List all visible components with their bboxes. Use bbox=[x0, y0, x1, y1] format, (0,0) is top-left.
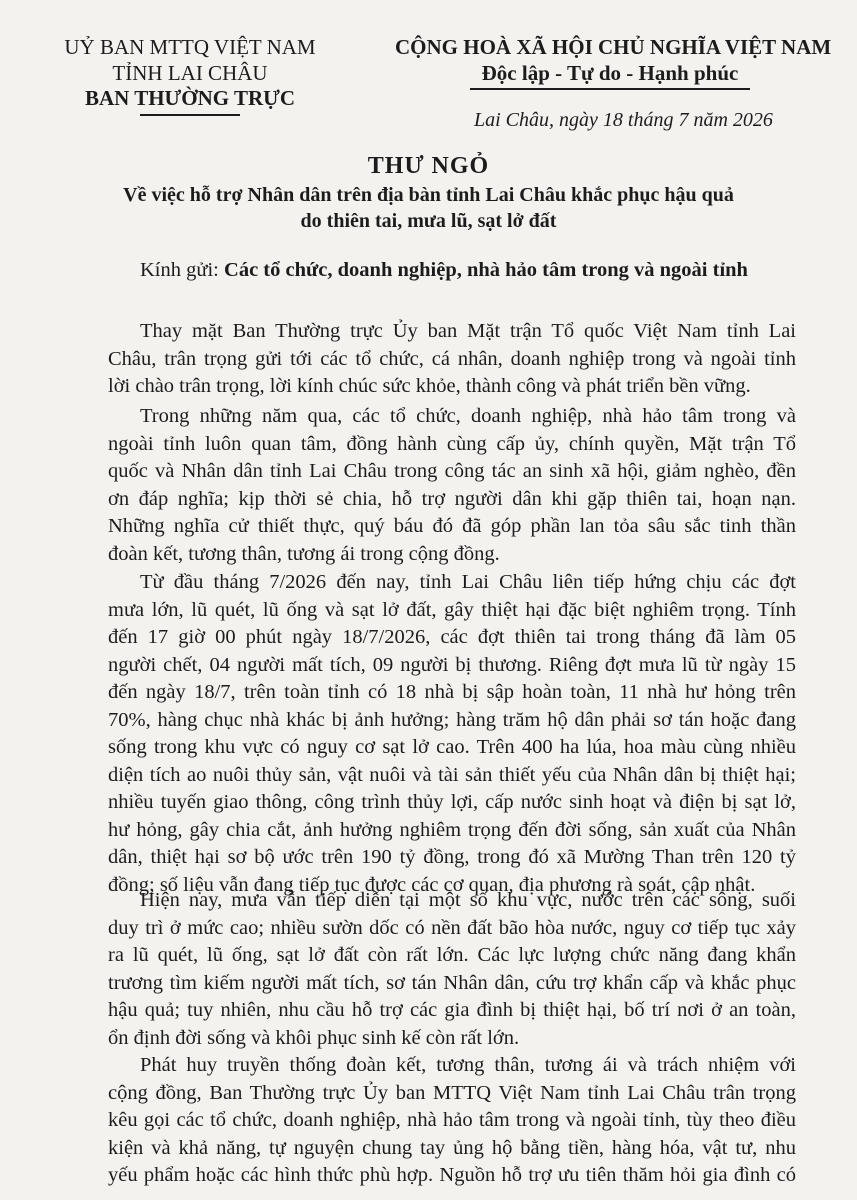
national-motto-line2: Độc lập - Tự do - Hạnh phúc bbox=[481, 61, 739, 85]
paragraph-line: yếu phẩm hoặc các hình thức phù hợp. Nguồn hỗ trợ ưu tiên thăm hỏi gia đình có bbox=[108, 1164, 796, 1186]
letter-date: Lai Châu, ngày 18 tháng 7 năm 2026 bbox=[474, 109, 773, 131]
paragraph-line: ngoài tỉnh luôn quan tâm, đồng hành cùng cấp ủy, chính quyền, Mặt trận Tổ bbox=[108, 432, 796, 455]
paragraph-line: 70%, hàng chục nhà khác bị ảnh hưởng; hàng trăm hộ dân phải sơ tán hoặc đang bbox=[108, 708, 796, 731]
org-name-line3: BAN THƯỜNG TRỰC bbox=[84, 86, 296, 110]
paragraph-line: kêu gọi các tổ chức, doanh nghiệp, nhà hảo tâm trong và ngoài tỉnh, tùy theo điều bbox=[108, 1109, 796, 1131]
paragraph-line: ơn đáp nghĩa; kịp thời sẻ chia, hỗ trợ người dân khi gặp thiên tai, hoạn nạn. bbox=[108, 487, 796, 510]
paragraph-line: hậu quả; tuy nhiên, nhu cầu hỗ trợ các gia đình bị thiệt hại, bố trí nơi ở an toàn, bbox=[108, 999, 796, 1021]
paragraph-line: duy trì ở mức cao; nhiều sườn dốc có nền đất bão hòa nước, nguy cơ tiếp tục xảy bbox=[108, 916, 796, 939]
salutation bbox=[140, 259, 748, 282]
salutation-prefix: Kính gửi: bbox=[140, 259, 225, 281]
paragraph-line: đến 17 giờ 00 phút ngày 18/7/2026, các đợt thiên tai trong tháng đã làm 05 bbox=[108, 626, 796, 648]
paragraph-4 bbox=[108, 887, 796, 1052]
paragraph-line: đồng; số liệu vẫn đang tiếp tục được các cơ quan, địa phương rà soát, cập nhật. bbox=[108, 873, 756, 896]
letter-subtitle-line1: Về việc hỗ trợ Nhân dân trên địa bàn tỉnh Lai Châu khắc phục hậu quả bbox=[123, 184, 734, 206]
paragraph-line: hư hỏng, gây chia cắt, ảnh hưởng nghiêm trọng đến đời sống, sản xuất của Nhân bbox=[108, 818, 796, 841]
paragraph-line: quốc và Nhân dân tỉnh Lai Châu trong công tác an sinh xã hội, giảm nghèo, đền bbox=[108, 460, 796, 482]
national-motto-line1: CỘNG HOÀ XÃ HỘI CHỦ NGHĨA VIỆT NAM bbox=[395, 35, 832, 59]
motto-underline bbox=[470, 88, 750, 90]
paragraph-line: sống trong khu vực có nguy cơ sạt lở cao. Trên 400 ha lúa, hoa màu cùng nhiều bbox=[108, 736, 796, 758]
paragraph-line: diện tích ao nuôi thủy sản, vật nuôi và tài sản thiết yếu của Nhân dân bị thiệt hại; bbox=[108, 763, 796, 786]
paragraph-line: Phát huy truyền thống đoàn kết, tương thân, tương ái và trách nhiệm với bbox=[140, 1054, 796, 1076]
letter-subtitle-line2: do thiên tai, mưa lũ, sạt lở đất bbox=[300, 210, 557, 232]
paragraph-line: lời chào trân trọng, lời kính chúc sức khỏe, thành công và phát triển bền vững. bbox=[108, 375, 751, 397]
paragraph-line: Thay mặt Ban Thường trực Ủy ban Mặt trận Tổ quốc Việt Nam tỉnh Lai bbox=[140, 320, 796, 342]
org-underline bbox=[140, 114, 240, 116]
paragraph-3 bbox=[108, 569, 796, 899]
paragraph-2 bbox=[108, 403, 796, 568]
paragraph-1 bbox=[108, 318, 796, 401]
paragraph-line: Hiện nay, mưa vẫn tiếp diễn tại một số khu vực, nước trên các sông, suối bbox=[140, 889, 796, 911]
paragraph-line: Từ đầu tháng 7/2026 đến nay, tỉnh Lai Châu liên tiếp hứng chịu các đợt bbox=[140, 571, 796, 593]
paragraph-line: Những nghĩa cử thiết thực, quý báu đó đã góp phần lan tỏa sâu sắc tinh thần bbox=[108, 515, 796, 537]
paragraph-line: ra lũ quét, lũ ống, sạt lở đất còn rất lớn. Các lực lượng chức năng đang khẩn bbox=[108, 944, 796, 966]
paragraph-line: người chết, 04 người mất tích, 09 người bị thương. Riêng đợt mưa lũ từ ngày 15 bbox=[108, 653, 796, 676]
paragraph-line: đoàn kết, tương thân, tương ái trong cộng đồng. bbox=[108, 542, 500, 565]
paragraph-line: đến ngày 18/7, trên toàn tỉnh có 18 nhà bị sập hoàn toàn, 11 nhà hư hỏng trên bbox=[108, 681, 796, 703]
paragraph-line: ổn định đời sống và khôi phục sinh kế còn rất lớn. bbox=[108, 1026, 520, 1049]
letter-title: THƯ NGỎ bbox=[367, 153, 490, 179]
paragraph-line: Trong những năm qua, các tổ chức, doanh nghiệp, nhà hảo tâm trong và bbox=[140, 405, 796, 427]
paragraph-line: cộng đồng, Ban Thường trực Ủy ban MTTQ Việt Nam tỉnh Lai Châu trân trọng bbox=[108, 1081, 796, 1104]
org-name-line2: TỈNH LAI CHÂU bbox=[112, 61, 268, 85]
salutation-recipients: Các tổ chức, doanh nghiệp, nhà hảo tâm trong và ngoài tỉnh bbox=[224, 259, 748, 281]
org-name-line1: UỶ BAN MTTQ VIỆT NAM bbox=[64, 35, 316, 59]
paragraph-line: mưa lớn, lũ quét, lũ ống và sạt lở đất, gây thiệt hại đặc biệt nghiêm trọng. Tính bbox=[108, 598, 796, 621]
paragraph-5 bbox=[108, 1052, 796, 1190]
paragraph-line: dân, thiệt hại sơ bộ ước trên 190 tỷ đồng, trong đó xã Mường Than trên 120 tỷ bbox=[108, 846, 796, 868]
paragraph-line: kiện và khả năng, tự nguyện chung tay ủng hộ bằng tiền, hàng hóa, vật tư, nhu bbox=[108, 1136, 796, 1159]
paragraph-line: Châu, trân trọng gửi tới các tổ chức, cá nhân, doanh nghiệp trong và ngoài tỉnh bbox=[108, 347, 796, 370]
paragraph-line: nhiều tuyến giao thông, công trình thủy lợi, cấp nước sinh hoạt và điện bị sạt lở, bbox=[108, 791, 796, 813]
paragraph-line: trương tìm kiếm người mất tích, sơ tán Nhân dân, cứu trợ khẩn cấp và khắc phục bbox=[108, 971, 796, 994]
